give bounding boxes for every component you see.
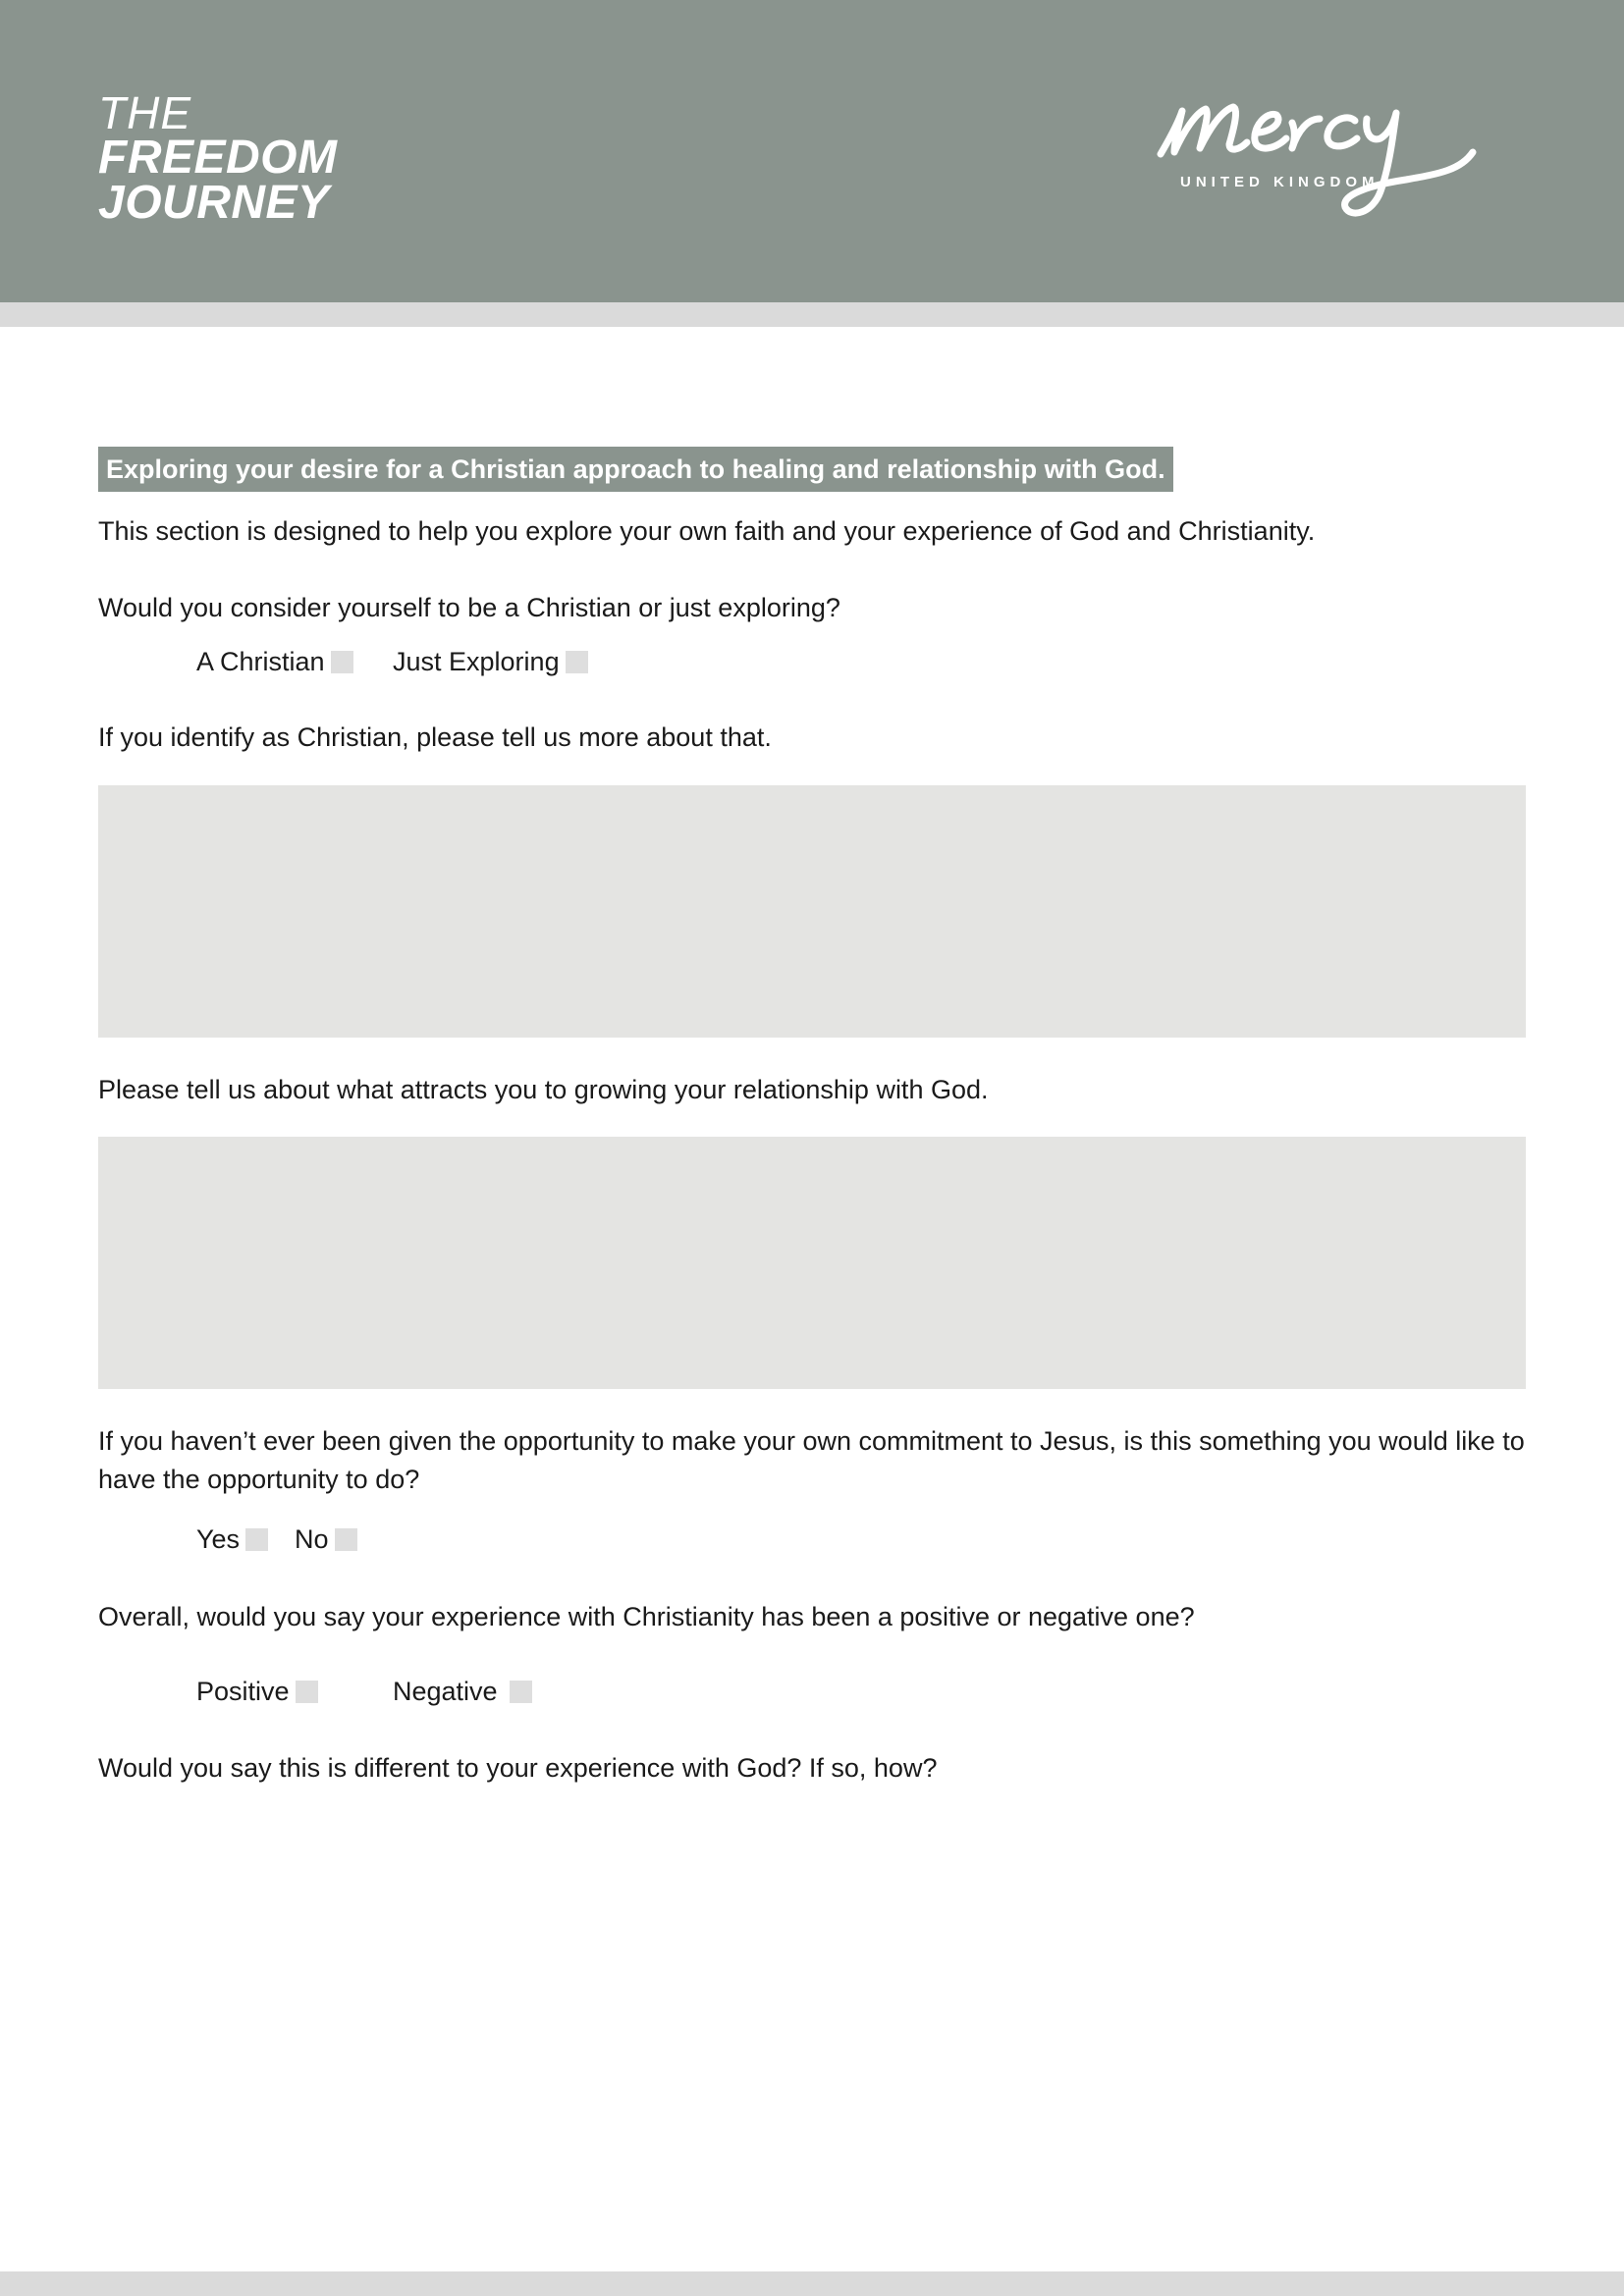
- question-experience-christianity: Overall, would you say your experience with Christianity has been a positive or negative one?: [98, 1602, 1195, 1631]
- option-yes[interactable]: [196, 1522, 268, 1557]
- question-identify-christian: If you identify as Christian, please tell us more about that.: [98, 722, 772, 752]
- page-header: [0, 0, 1624, 302]
- option-a-christian[interactable]: [196, 644, 353, 679]
- checkbox-no[interactable]: [335, 1528, 357, 1551]
- header-divider-stripe: [0, 302, 1624, 327]
- checkbox-a-christian[interactable]: [331, 651, 353, 673]
- option-positive[interactable]: [196, 1674, 318, 1709]
- question-commitment-to-jesus: If you haven’t ever been given the opportunity to make your own commitment to Jesus, is this something you would like to have the opportunity to do?: [98, 1426, 1525, 1494]
- option-label: Negative: [393, 1677, 498, 1706]
- checkbox-yes[interactable]: [245, 1528, 268, 1551]
- mercy-uk-logo: [1149, 83, 1542, 231]
- answer-field-attraction-to-god[interactable]: [98, 1137, 1526, 1389]
- option-no[interactable]: [295, 1522, 357, 1557]
- logo-subtitle: UNITED KINGDOM: [1180, 174, 1380, 190]
- option-label: Yes: [196, 1524, 241, 1554]
- mercy-wordmark-icon: [1149, 83, 1542, 231]
- checkbox-just-exploring[interactable]: [566, 651, 588, 673]
- answer-field-identify-christian[interactable]: [98, 785, 1526, 1038]
- logo-line-journey: JOURNEY: [98, 177, 330, 229]
- option-label: A Christian: [196, 647, 325, 676]
- checkbox-positive[interactable]: [296, 1681, 318, 1703]
- question-christian-or-exploring: Would you consider yourself to be a Christian or just exploring?: [98, 593, 840, 622]
- option-label: Just Exploring: [393, 647, 560, 676]
- footer-stripe: [0, 2271, 1624, 2296]
- section-intro: This section is designed to help you explore your own faith and your experience of God and Christianity.: [98, 516, 1316, 546]
- freedom-journey-logo: [98, 87, 338, 229]
- logo-line-freedom: FREEDOM: [98, 132, 338, 184]
- option-label: Positive: [196, 1677, 290, 1706]
- question-different-experience: Would you say this is different to your experience with God? If so, how?: [98, 1753, 938, 1783]
- option-just-exploring[interactable]: [393, 644, 588, 679]
- question-attraction-to-god: Please tell us about what attracts you to growing your relationship with God.: [98, 1075, 989, 1104]
- checkbox-negative[interactable]: [510, 1681, 532, 1703]
- option-negative[interactable]: [393, 1674, 532, 1709]
- option-label: No: [295, 1524, 329, 1554]
- logo-line-the: THE: [98, 87, 191, 138]
- section-title: Exploring your desire for a Christian approach to healing and relationship with God.: [98, 447, 1173, 492]
